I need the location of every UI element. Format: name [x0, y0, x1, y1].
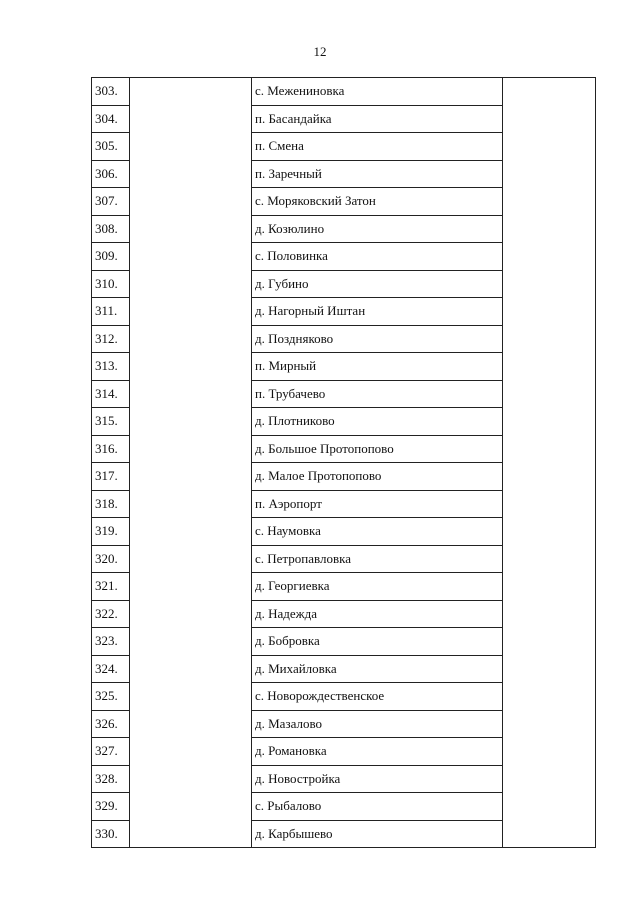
empty-cell-municipality: [130, 188, 252, 216]
table-row: [92, 793, 596, 821]
settlement-name: д. Надежда: [252, 600, 503, 628]
table-row: [92, 78, 596, 106]
empty-cell-municipality: [130, 710, 252, 738]
table-row: [92, 325, 596, 353]
row-number: 317.: [92, 463, 130, 491]
settlement-name: п. Басандайка: [252, 105, 503, 133]
empty-cell-municipality: [130, 243, 252, 271]
settlements-table-body: [92, 78, 596, 848]
table-row: [92, 270, 596, 298]
row-number: 307.: [92, 188, 130, 216]
row-number: 304.: [92, 105, 130, 133]
empty-cell-note: [503, 820, 596, 848]
settlement-name: с. Половинка: [252, 243, 503, 271]
empty-cell-note: [503, 188, 596, 216]
empty-cell-note: [503, 353, 596, 381]
table-row: [92, 435, 596, 463]
row-number: 314.: [92, 380, 130, 408]
settlement-name: д. Бобровка: [252, 628, 503, 656]
empty-cell-note: [503, 518, 596, 546]
empty-cell-municipality: [130, 628, 252, 656]
table-row: [92, 738, 596, 766]
empty-cell-municipality: [130, 738, 252, 766]
settlement-name: д. Георгиевка: [252, 573, 503, 601]
table-row: [92, 573, 596, 601]
empty-cell-municipality: [130, 435, 252, 463]
settlement-name: п. Трубачево: [252, 380, 503, 408]
table-row: [92, 600, 596, 628]
row-number: 308.: [92, 215, 130, 243]
empty-cell-municipality: [130, 215, 252, 243]
row-number: 313.: [92, 353, 130, 381]
empty-cell-note: [503, 490, 596, 518]
row-number: 326.: [92, 710, 130, 738]
empty-cell-municipality: [130, 298, 252, 326]
empty-cell-municipality: [130, 105, 252, 133]
empty-cell-note: [503, 380, 596, 408]
row-number: 311.: [92, 298, 130, 326]
empty-cell-note: [503, 243, 596, 271]
empty-cell-municipality: [130, 408, 252, 436]
table-row: [92, 710, 596, 738]
row-number: 310.: [92, 270, 130, 298]
row-number: 330.: [92, 820, 130, 848]
empty-cell-note: [503, 628, 596, 656]
settlement-name: п. Аэропорт: [252, 490, 503, 518]
settlement-name: д. Мазалово: [252, 710, 503, 738]
empty-cell-note: [503, 298, 596, 326]
settlement-name: с. Наумовка: [252, 518, 503, 546]
empty-cell-note: [503, 408, 596, 436]
row-number: 306.: [92, 160, 130, 188]
empty-cell-note: [503, 765, 596, 793]
table-row: [92, 518, 596, 546]
table-row: [92, 243, 596, 271]
empty-cell-note: [503, 215, 596, 243]
table-row: [92, 353, 596, 381]
settlement-name: д. Карбышево: [252, 820, 503, 848]
settlement-name: п. Заречный: [252, 160, 503, 188]
row-number: 318.: [92, 490, 130, 518]
empty-cell-note: [503, 105, 596, 133]
settlement-name: д. Губино: [252, 270, 503, 298]
empty-cell-municipality: [130, 655, 252, 683]
settlement-name: д. Михайловка: [252, 655, 503, 683]
table-row: [92, 628, 596, 656]
empty-cell-note: [503, 710, 596, 738]
empty-cell-note: [503, 463, 596, 491]
empty-cell-note: [503, 683, 596, 711]
table-row: [92, 380, 596, 408]
empty-cell-municipality: [130, 380, 252, 408]
row-number: 315.: [92, 408, 130, 436]
table-row: [92, 655, 596, 683]
empty-cell-municipality: [130, 573, 252, 601]
empty-cell-note: [503, 793, 596, 821]
settlement-name: п. Мирный: [252, 353, 503, 381]
table-row: [92, 215, 596, 243]
table-row: [92, 463, 596, 491]
row-number: 320.: [92, 545, 130, 573]
table-row: [92, 160, 596, 188]
row-number: 329.: [92, 793, 130, 821]
settlement-name: с. Рыбалово: [252, 793, 503, 821]
empty-cell-note: [503, 270, 596, 298]
table-row: [92, 105, 596, 133]
settlement-name: д. Поздняково: [252, 325, 503, 353]
empty-cell-note: [503, 435, 596, 463]
row-number: 322.: [92, 600, 130, 628]
empty-cell-municipality: [130, 600, 252, 628]
table-row: [92, 820, 596, 848]
row-number: 321.: [92, 573, 130, 601]
settlements-table: [91, 77, 596, 848]
empty-cell-note: [503, 573, 596, 601]
empty-cell-note: [503, 738, 596, 766]
table-row: [92, 298, 596, 326]
settlement-name: д. Новостройка: [252, 765, 503, 793]
empty-cell-municipality: [130, 270, 252, 298]
table-row: [92, 408, 596, 436]
row-number: 316.: [92, 435, 130, 463]
table-row: [92, 545, 596, 573]
empty-cell-municipality: [130, 490, 252, 518]
row-number: 324.: [92, 655, 130, 683]
settlement-name: д. Плотниково: [252, 408, 503, 436]
row-number: 303.: [92, 78, 130, 106]
settlement-name: д. Козюлино: [252, 215, 503, 243]
row-number: 325.: [92, 683, 130, 711]
empty-cell-note: [503, 160, 596, 188]
empty-cell-municipality: [130, 518, 252, 546]
empty-cell-note: [503, 600, 596, 628]
settlement-name: д. Большое Протопопово: [252, 435, 503, 463]
empty-cell-note: [503, 655, 596, 683]
empty-cell-municipality: [130, 133, 252, 161]
table-row: [92, 683, 596, 711]
empty-cell-note: [503, 78, 596, 106]
settlement-name: с. Петропавловка: [252, 545, 503, 573]
row-number: 323.: [92, 628, 130, 656]
empty-cell-municipality: [130, 793, 252, 821]
settlement-name: д. Малое Протопопово: [252, 463, 503, 491]
row-number: 305.: [92, 133, 130, 161]
empty-cell-municipality: [130, 160, 252, 188]
empty-cell-municipality: [130, 545, 252, 573]
empty-cell-municipality: [130, 820, 252, 848]
page-number: 12: [313, 44, 327, 59]
settlement-name: с. Новорождественское: [252, 683, 503, 711]
empty-cell-municipality: [130, 325, 252, 353]
settlement-name: д. Романовка: [252, 738, 503, 766]
empty-cell-note: [503, 325, 596, 353]
settlement-name: д. Нагорный Иштан: [252, 298, 503, 326]
row-number: 312.: [92, 325, 130, 353]
table-row: [92, 765, 596, 793]
settlement-name: п. Смена: [252, 133, 503, 161]
empty-cell-municipality: [130, 683, 252, 711]
table-row: [92, 490, 596, 518]
table-row: [92, 133, 596, 161]
empty-cell-municipality: [130, 353, 252, 381]
row-number: 309.: [92, 243, 130, 271]
empty-cell-note: [503, 133, 596, 161]
empty-cell-municipality: [130, 463, 252, 491]
empty-cell-municipality: [130, 765, 252, 793]
row-number: 319.: [92, 518, 130, 546]
empty-cell-municipality: [130, 78, 252, 106]
row-number: 327.: [92, 738, 130, 766]
row-number: 328.: [92, 765, 130, 793]
settlement-name: с. Моряковский Затон: [252, 188, 503, 216]
empty-cell-note: [503, 545, 596, 573]
settlement-name: с. Межениновка: [252, 78, 503, 106]
table-row: [92, 188, 596, 216]
